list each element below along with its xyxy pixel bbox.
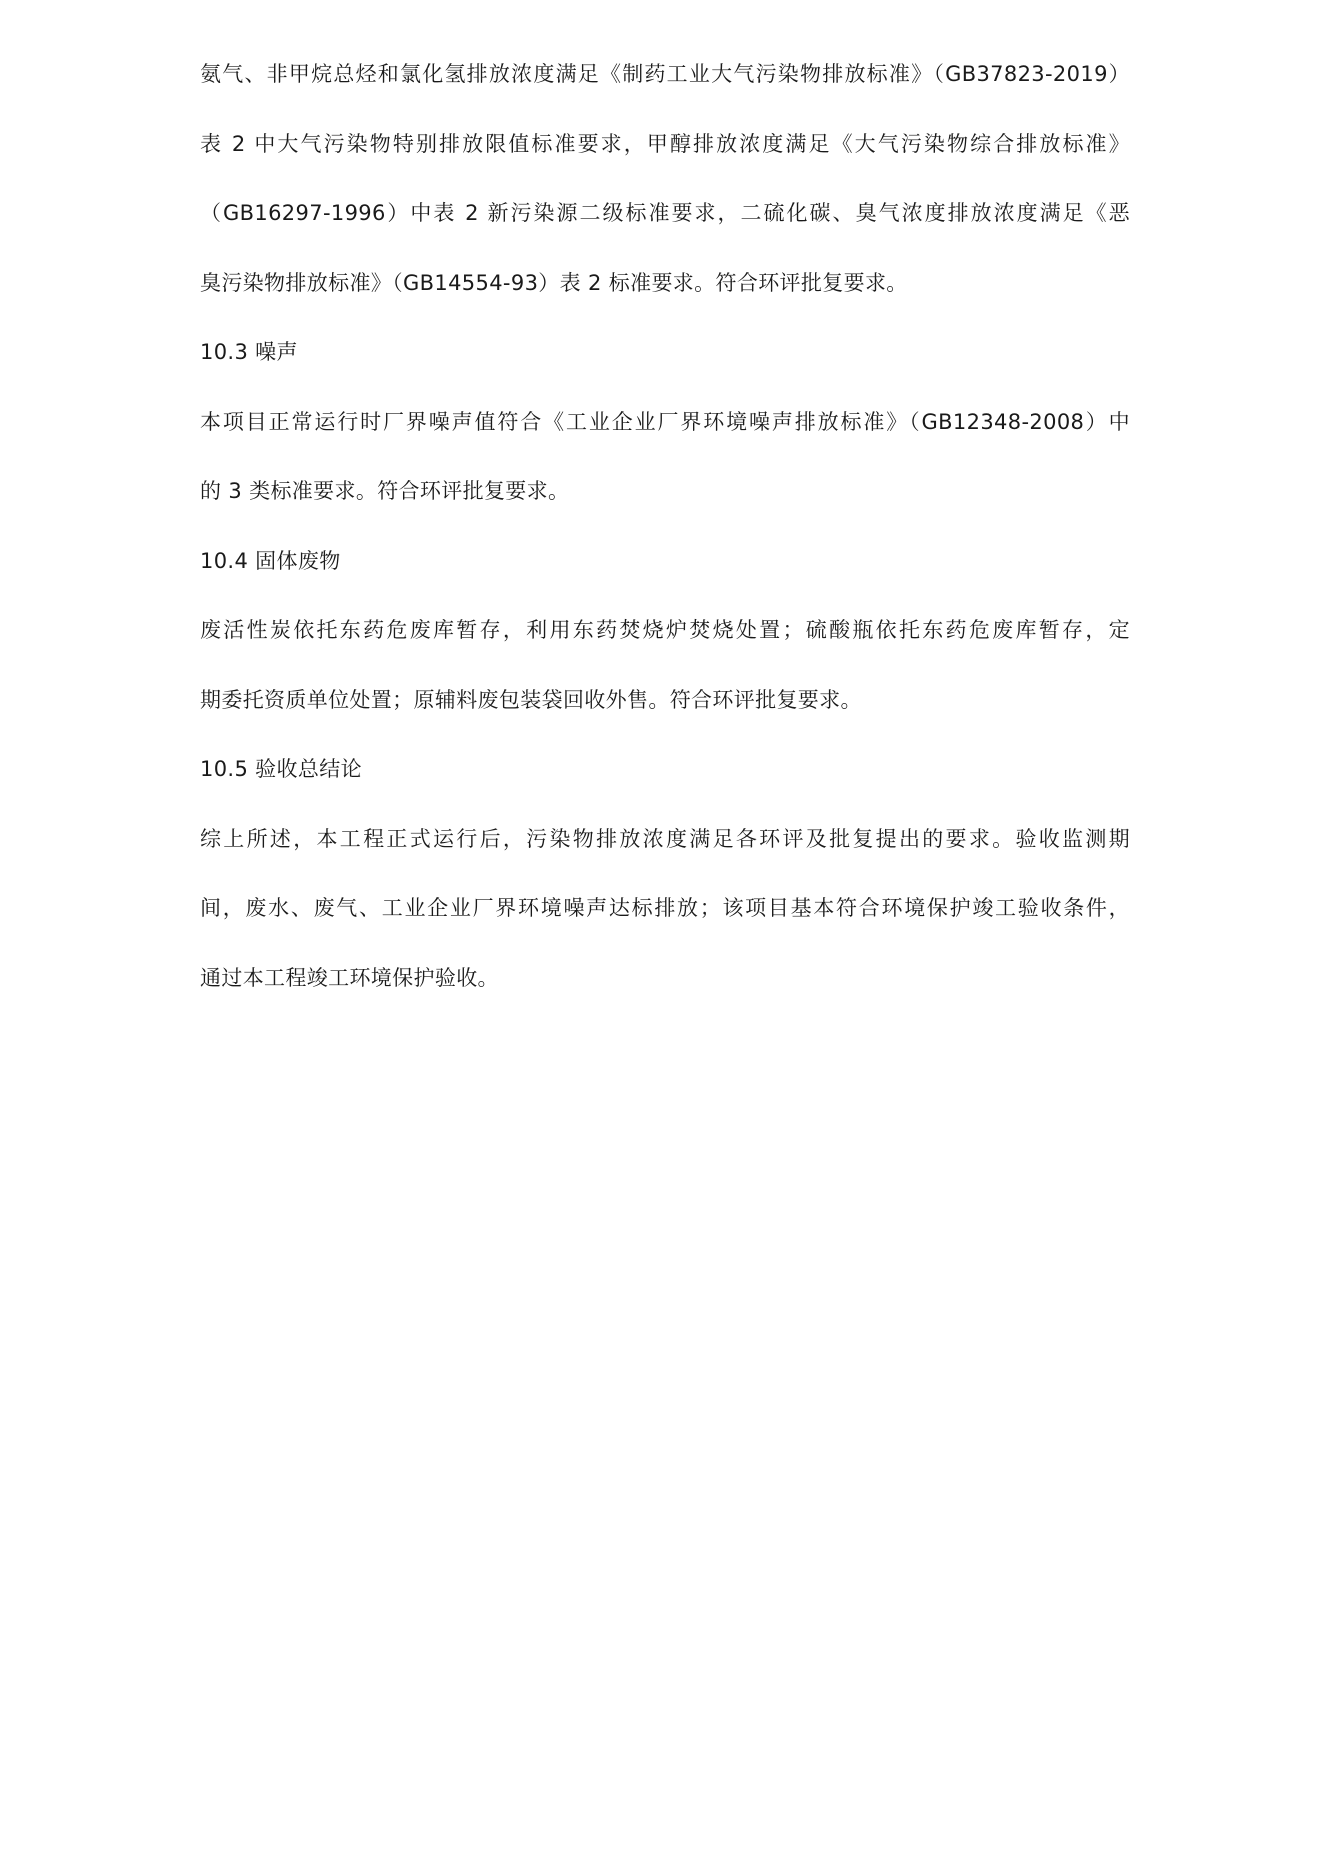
paragraph-line: 本项目正常运行时厂界噪声值符合《工业企业厂界环境噪声排放标准》（GB12348-2008）中 bbox=[200, 409, 1130, 434]
paragraph-line: 间，废水、废气、工业企业厂界环境噪声达标排放；该项目基本符合环境保护竣工验收条件， bbox=[200, 896, 1130, 920]
paragraph-line: 期委托资质单位处置；原辅料废包装袋回收外售。符合环评批复要求。 bbox=[200, 687, 862, 712]
paragraph-line: 废活性炭依托东药危废库暂存，利用东药焚烧炉焚烧处置；硫酸瓶依托东药危废库暂存，定 bbox=[200, 618, 1130, 642]
paragraph-line: 表 2 中大气污染物特别排放限值标准要求，甲醇排放浓度满足《大气污染物综合排放标准》 bbox=[200, 131, 1130, 156]
paragraph-air-emissions bbox=[200, 40, 1130, 318]
paragraph-solid-waste bbox=[200, 596, 1130, 735]
paragraph-conclusion bbox=[200, 805, 1130, 1014]
paragraph-line: 氨气、非甲烷总烃和氯化氢排放浓度满足《制药工业大气污染物排放标准》（GB37823-2019） bbox=[200, 62, 1130, 86]
section-heading-conclusion: 10.5 验收总结论 bbox=[200, 757, 362, 781]
section-heading-noise: 10.3 噪声 bbox=[200, 340, 298, 364]
section-heading-solid-waste: 10.4 固体废物 bbox=[200, 548, 341, 573]
paragraph-line: （GB16297-1996）中表 2 新污染源二级标准要求，二硫化碳、臭气浓度排放浓度满足《恶 bbox=[200, 201, 1130, 225]
paragraph-line: 臭污染物排放标准》（GB14554-93）表 2 标准要求。符合环评批复要求。 bbox=[200, 270, 908, 295]
paragraph-line: 通过本工程竣工环境保护验收。 bbox=[200, 965, 499, 990]
paragraph-line: 综上所述，本工程正式运行后，污染物排放浓度满足各环评及批复提出的要求。验收监测期 bbox=[200, 826, 1130, 851]
paragraph-line: 的 3 类标准要求。符合环评批复要求。 bbox=[200, 479, 570, 503]
paragraph-noise bbox=[200, 388, 1130, 527]
document-body bbox=[200, 40, 1130, 1013]
